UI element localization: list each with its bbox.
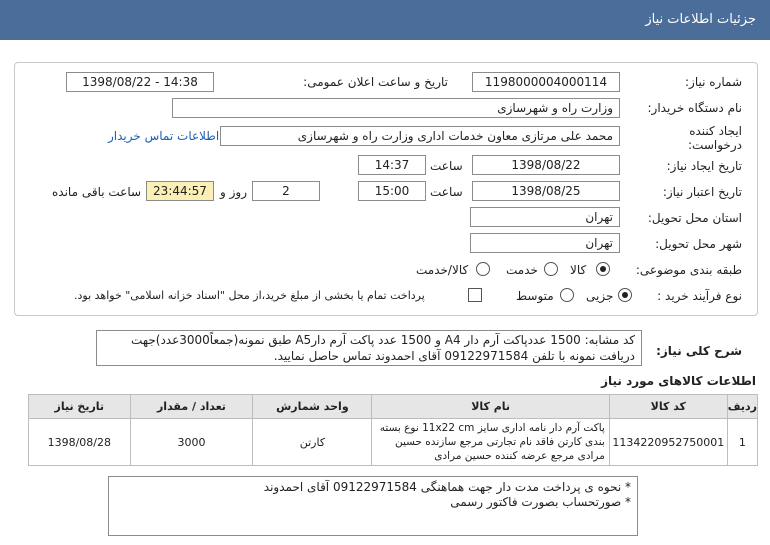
purchase-type-label: نوع فرآیند خرید :	[657, 289, 742, 303]
category-both-label: کالا/خدمت	[416, 263, 469, 277]
delivery-province-label: استان محل تحویل:	[647, 211, 742, 225]
category-service-radio[interactable]	[544, 262, 558, 276]
created-time-field: 14:37	[358, 155, 426, 175]
table-row	[29, 419, 758, 466]
col-quantity: تعداد / مقدار	[130, 395, 253, 419]
remaining-days-field: 2	[252, 181, 320, 201]
col-need-date: تاریخ نیاز	[29, 395, 131, 419]
announce-datetime-label: تاریخ و ساعت اعلان عمومی:	[303, 75, 448, 89]
created-date-field: 1398/08/22	[472, 155, 620, 175]
need-number-field: 1198000004000114	[472, 72, 620, 92]
purchase-minor-label: جزیی	[586, 289, 614, 303]
need-number-label: شماره نیاز:	[685, 75, 742, 89]
requester-label: ایجاد کننده درخواست:	[688, 124, 742, 152]
remaining-time-label: ساعت باقی مانده	[52, 185, 142, 199]
category-both-radio[interactable]	[476, 262, 490, 276]
goods-section-title: اطلاعات کالاهای مورد نیاز	[601, 374, 756, 388]
description-label: شرح کلی نیاز:	[656, 344, 742, 358]
days-label: روز و	[220, 185, 247, 199]
purchase-medium-radio[interactable]	[560, 288, 574, 302]
treasury-bonds-checkbox[interactable]	[468, 288, 482, 302]
cell-name: پاکت آرم دار نامه اداری سایز 11x22 cm نوع بسته بندی کارتن فاقد نام تجارتی مرجع سازنده حسین مرادی مرجع عرضه کننده حسین مرادی	[372, 419, 609, 466]
category-label: طبقه بندی موضوعی:	[635, 263, 742, 277]
note-item: * صورتحساب بصورت فاکتور رسمی	[450, 495, 631, 509]
purchase-medium-label: متوسط	[516, 289, 554, 303]
col-code: کد کالا	[609, 395, 727, 419]
created-date-label: تاریخ ایجاد نیاز:	[666, 159, 742, 173]
buyer-org-label: نام دستگاه خریدار:	[647, 101, 742, 115]
validity-date-field: 1398/08/25	[472, 181, 620, 201]
buyer-contact-link[interactable]: اطلاعات تماس خریدار	[108, 129, 220, 143]
purchase-minor-radio[interactable]	[618, 288, 632, 302]
col-unit: واحد شمارش	[253, 395, 372, 419]
note-item: * نحوه ی پرداخت مدت دار جهت هماهنگی 09122971584 آقای احمدوند	[263, 480, 631, 494]
remaining-time-field: 23:44:57	[146, 181, 214, 201]
col-row: ردیف	[727, 395, 757, 419]
buyer-notes	[108, 476, 638, 536]
delivery-city-label: شهر محل تحویل:	[655, 237, 742, 251]
delivery-province-field: تهران	[470, 207, 620, 227]
treasury-bonds-label: پرداخت تمام یا بخشی از مبلغ خرید،از محل "اسناد خزانه اسلامی" خواهد بود.	[74, 289, 425, 302]
cell-need-date: 1398/08/28	[29, 419, 131, 466]
goods-table	[28, 394, 758, 466]
cell-code: 1134220952750001	[609, 419, 727, 466]
created-time-label: ساعت	[430, 159, 463, 173]
buyer-org-field: وزارت راه و شهرسازی	[172, 98, 620, 118]
category-goods-label: کالا	[570, 263, 587, 277]
category-goods-radio[interactable]	[596, 262, 610, 276]
category-service-label: خدمت	[506, 263, 538, 277]
delivery-city-field: تهران	[470, 233, 620, 253]
validity-time-label: ساعت	[430, 185, 463, 199]
cell-unit: کارتن	[253, 419, 372, 466]
description-text: کد مشابه: 1500 عددپاکت آرم دار A4 و 1500 عدد پاکت آرم دارA5 طبق نمونه(جمعاً3000عدد)جهت دریافت نمونه با تلفن 09122971584 آقای احمدوند تماس حاصل نمایید.	[96, 330, 642, 366]
page-title: جزئیات اطلاعات نیاز	[645, 12, 756, 27]
cell-quantity: 3000	[130, 419, 253, 466]
validity-date-label: تاریخ اعتبار نیاز:	[662, 185, 742, 199]
goods-table-header-row	[29, 395, 758, 419]
page-header	[0, 0, 770, 40]
col-name: نام کالا	[372, 395, 609, 419]
cell-row: 1	[727, 419, 757, 466]
announce-datetime-field: 1398/08/22 - 14:38	[66, 72, 214, 92]
validity-time-field: 15:00	[358, 181, 426, 201]
requester-field: محمد علی مرتازی معاون خدمات اداری وزارت راه و شهرسازی	[220, 126, 620, 146]
